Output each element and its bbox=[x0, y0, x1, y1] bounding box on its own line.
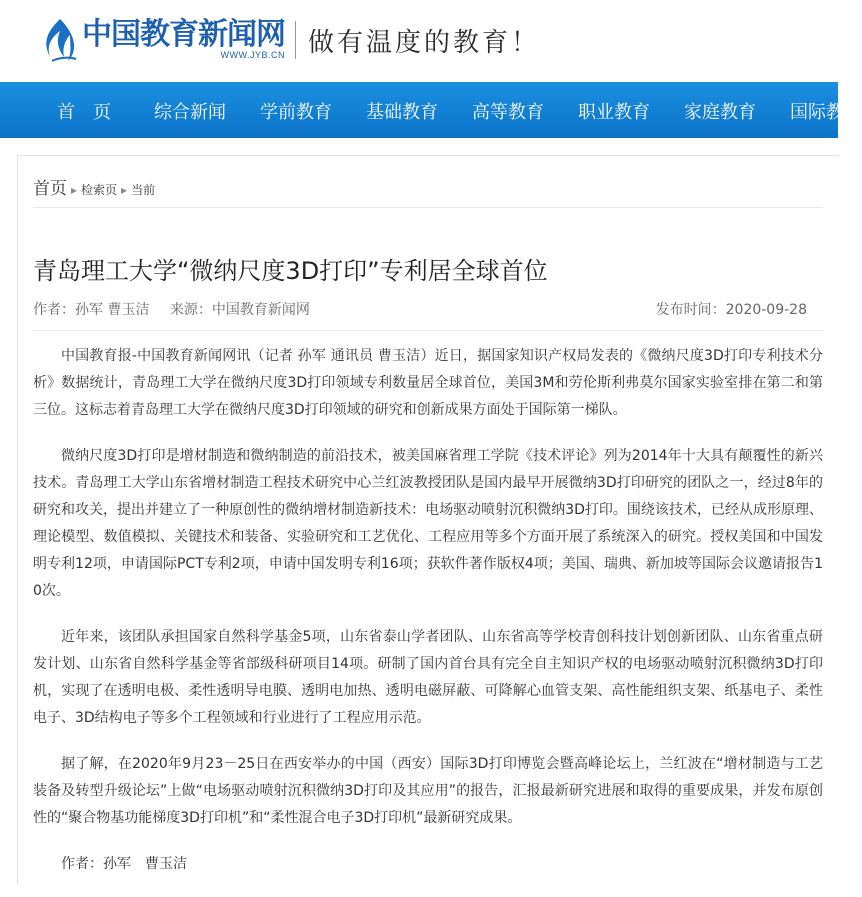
nav-item-home[interactable]: 首 页 bbox=[57, 102, 111, 123]
article-footer-author: 作者：孙军 曹玉洁 bbox=[61, 856, 187, 872]
article-title: 青岛理工大学“微纳尺度3D打印”专利居全球首位 bbox=[33, 257, 548, 285]
site-header bbox=[0, 0, 838, 82]
nav-item-international[interactable]: 国际教育 bbox=[790, 102, 862, 123]
article-date: 发布时间：2020-09-28 bbox=[655, 302, 807, 318]
article-paragraph: 微纳尺度3D打印是增材制造和微纳制造的前沿技术，被美国麻省理工学院《技术评论》列为2014年十大具有颠覆性的新兴技术。青岛理工大学山东省增材制造工程技术研究中心兰红波教授团队是国内最早开展微纳3D打印研究的团队之一，经过8年的研究和攻关，提出并建立了一种原创性的微纳增材制造新技术：电场驱动喷射沉积微纳3D打印。围绕该技术，已经从成形原理、理论模型、数值模拟、关键技术和装备、实验研究和工艺优化、工程应用等多个方面开展了系统深入的研究。授权美国和中国发明专利12项，申请国际PCT专利2项，申请中国发明专利16项；获软件著作版权4项；美国、瑞典、新加坡等国际会议邀请报告10次。 bbox=[33, 448, 823, 599]
logo-url: WWW.JYB.CN bbox=[220, 50, 285, 60]
article-paragraph: 据了解，在2020年9月23－25日在西安举办的中国（西安）国际3D打印博览会暨高峰论坛上，兰红波在“增材制造与工艺装备及转型升级论坛”上做“电场驱动喷射沉积微纳3D打印及其应用”的报告，汇报最新研究进展和取得的重要成果，并发布原创性的“聚合物基功能梯度3D打印机”和“柔性混合电子3D打印机”最新研究成果。 bbox=[33, 756, 823, 826]
logo-wordmark: 中国教育新闻网 bbox=[82, 17, 285, 52]
article-body bbox=[33, 343, 823, 897]
article-author: 作者：孙军 曹玉洁 bbox=[33, 302, 150, 318]
article-meta bbox=[33, 299, 823, 319]
main-nav bbox=[0, 82, 862, 138]
nav-item-general-news[interactable]: 综合新闻 bbox=[154, 102, 226, 123]
nav-item-higher-education[interactable]: 高等教育 bbox=[472, 102, 544, 123]
breadcrumb-separator-icon: ▸ bbox=[121, 183, 128, 197]
article-source: 来源：中国教育新闻网 bbox=[169, 302, 310, 318]
breadcrumb-home[interactable]: 首页 bbox=[33, 179, 67, 199]
flame-logo-icon bbox=[40, 17, 78, 63]
nav-item-vocational[interactable]: 职业教育 bbox=[578, 102, 650, 123]
content-panel bbox=[17, 155, 839, 885]
nav-item-preschool[interactable]: 学前教育 bbox=[260, 102, 332, 123]
nav-item-family[interactable]: 家庭教育 bbox=[684, 102, 756, 123]
article-paragraph: 近年来，该团队承担国家自然科学基金5项，山东省泰山学者团队、山东省高等学校青创科技计划创新团队、山东省重点研发计划、山东省自然科学基金等省部级科研项目14项。研制了国内首台具有完全自主知识产权的电场驱动喷射沉积微纳3D打印机，实现了在透明电极、柔性透明导电膜、透明电加热、透明电磁屏蔽、可降解心血管支架、高性能组织支架、纸基电子、柔性电子、3D结构电子等多个工程领域和行业进行了工程应用示范。 bbox=[33, 629, 823, 726]
divider bbox=[33, 207, 823, 208]
breadcrumb-search[interactable]: 检索页 bbox=[81, 183, 118, 197]
article-paragraph: 中国教育报-中国教育新闻网讯（记者 孙军 通讯员 曹玉洁）近日，据国家知识产权局发表的《微纳尺度3D打印专利技术分析》数据统计，青岛理工大学在微纳尺度3D打印领域专利数量居全球首位，美国3M和劳伦斯利弗莫尔国家实验室排在第二和第三位。这标志着青岛理工大学在微纳尺度3D打印领域的研究和创新成果方面处于国际第一梯队。 bbox=[33, 348, 823, 418]
breadcrumb bbox=[33, 174, 155, 199]
logo-divider bbox=[295, 21, 296, 59]
site-logo[interactable] bbox=[40, 14, 540, 66]
nav-item-basic-education[interactable]: 基础教育 bbox=[366, 102, 438, 123]
divider bbox=[33, 330, 823, 331]
site-slogan: 做有温度的教育！ bbox=[308, 27, 541, 58]
breadcrumb-separator-icon: ▸ bbox=[71, 183, 78, 197]
breadcrumb-current: 当前 bbox=[131, 183, 156, 197]
